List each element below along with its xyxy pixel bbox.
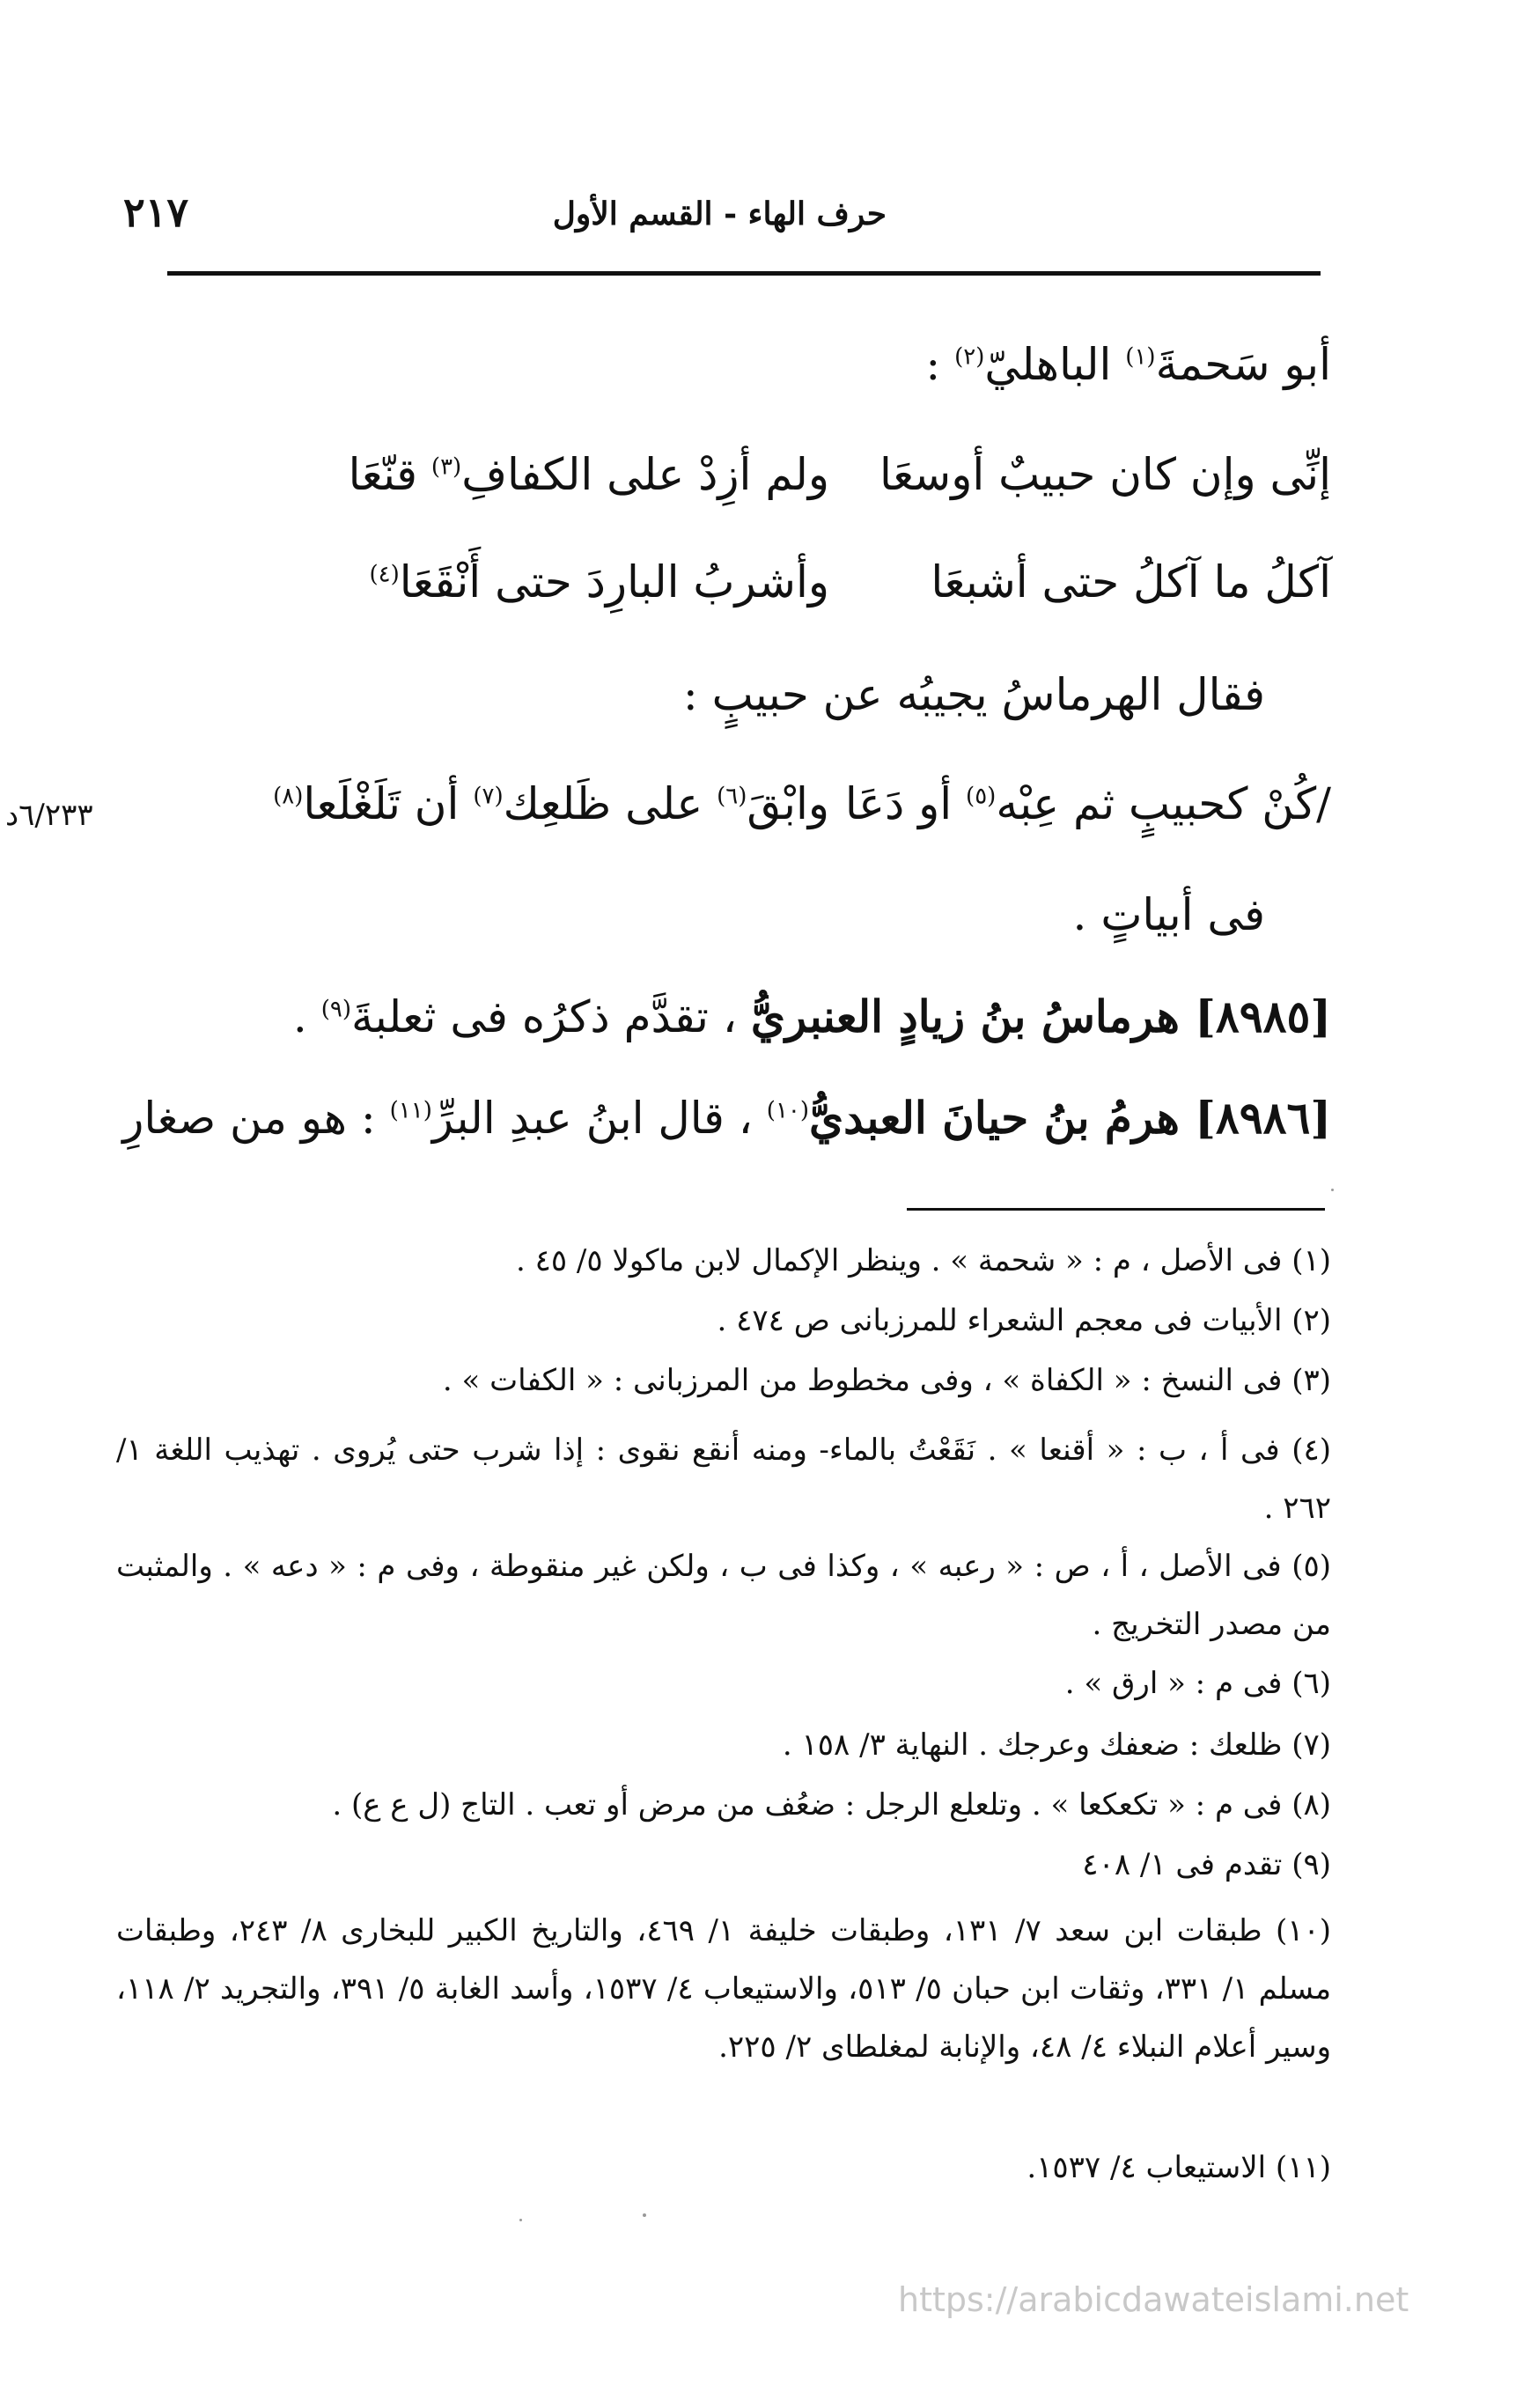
verse-1-second-hemistich: ولم أزِدْ على الكفافِ$^{(٣)}$ قنّعَا bbox=[348, 449, 829, 500]
footnote-ref: (١٠) bbox=[766, 1097, 810, 1124]
footnote-ref: (١) bbox=[1125, 343, 1156, 371]
footnote-10: (١٠) طبقات ابن سعد ٧/ ١٣١، وطبقات خليفة ١/ ٤٦٩، والتاريخ الكبير للبخارى ٨/ ٢٤٣، وطبقات مسلم ١/ ٣٣١، وثقات ابن حبان ٥/ ٥١٣، والاستيعاب ٤/ ١٥٣٧، وأسد الغابة ٥/ ٣٩١، والتجريد ٢/ ١١٨، وسير أعلام النبلاء ٤/ ٤٨، والإنابة لمغلطاى ٢/ ٢٢٥. bbox=[116, 1913, 1332, 2065]
entry-name: هرماسُ بنُ زيادٍ العنبريُّ bbox=[750, 990, 1196, 1042]
website-watermark: https://arabicdawateislami.net bbox=[898, 2280, 1409, 2319]
footnote-ref: (٢) bbox=[954, 343, 985, 371]
verse-3-first-hemistich: /كُنْ كحبيبٍ ثم عِبْه$^{(٥)}$ أو دَعَا bbox=[844, 778, 1331, 829]
entry-intro-line: أبو سَحمةَ$^{(١)}$ الباهليّ$^{(٢)}$ : bbox=[925, 339, 1331, 390]
page-number: ٢١٧ bbox=[123, 188, 189, 236]
footnote-1: (١) فى الأصل ، م : « شحمة » . وينظر الإكمال لابن ماكولا ٥/ ٤٥ . bbox=[515, 1243, 1331, 1278]
header-divider bbox=[167, 271, 1321, 276]
footnote-ref: (٤) bbox=[369, 561, 400, 588]
footnote-ref: (٣) bbox=[430, 453, 462, 481]
verse-2-first-hemistich: آكلُ ما آكلُ حتى أشبعَا bbox=[931, 556, 1331, 608]
footnote-6: (٦) فى م : « ارق » . bbox=[1064, 1666, 1331, 1701]
footnote-7: (٧) ظلعك : ضعفك وعرجك . النهاية ٣/ ١٥٨ . bbox=[782, 1727, 1331, 1763]
entry-8986: [٨٩٨٦] هرمُ بنُ حيانَ العبديُّ$^{(١٠)}$ ، قال ابنُ عبدِ البرِّ$^{(١١)}$ : هو من صغارِ bbox=[122, 1092, 1331, 1144]
footnote-3: (٣) فى النسخ : « الكفاة » ، وفى مخطوط من المرزبانى : « الكفات » . bbox=[442, 1363, 1331, 1398]
manuscript-margin-note: ٦/٢٣٣د bbox=[5, 798, 93, 833]
footnote-ref: (٧) bbox=[473, 783, 504, 810]
scan-speck bbox=[519, 2219, 522, 2221]
footnote-2: (٢) الأبيات فى معجم الشعراء للمرزبانى ص ٤٧٤ . bbox=[717, 1303, 1331, 1338]
footnote-divider bbox=[907, 1208, 1325, 1211]
verse-3-second-hemistich: وابْقَ$^{(٦)}$ على ظَلعِك$^{(٧)}$ أن تَلَغْلَعا$^{(٨)}$ bbox=[273, 778, 829, 829]
entry-number: [٨٩٨٥] bbox=[1195, 990, 1331, 1042]
footnote-8: (٨) فى م : « تكعكعا » . وتلعلع الرجل : ضعُف من مرض أو تعب . التاج (ل ع ع) . bbox=[332, 1787, 1331, 1823]
footnote-4: (٤) فى أ ، ب : « أقنعا » . نَقَعْتُ بالماء- ومنه أنقع نقوى : إذا شرب حتى يُروى . تهذيب اللغة ١/ ٢٦٢ . bbox=[116, 1432, 1331, 1526]
verse-1-first-hemistich: إنِّى وإن كان حبيبٌ أوسعَا bbox=[879, 449, 1331, 500]
footnote-ref: (٥) bbox=[966, 783, 997, 810]
footnote-5: (٥) فى الأصل ، أ ، ص : « رعبه » ، وكذا فى ب ، ولكن غير منقوطة ، وفى م : « دعه » . والمثبت من مصدر التخريج . bbox=[116, 1549, 1331, 1642]
entry-number: [٨٩٨٦] bbox=[1195, 1092, 1331, 1144]
scan-speck bbox=[1331, 1189, 1334, 1191]
reply-line: فقال الهرماسُ يجيبُه عن حبيبٍ : bbox=[682, 669, 1265, 720]
footnote-ref: (٨) bbox=[273, 783, 304, 810]
after-verse-line: فى أبياتٍ . bbox=[1072, 889, 1265, 940]
footnote-ref: (١١) bbox=[389, 1097, 432, 1124]
entry-name: هرمُ بنُ حيانَ العبديُّ bbox=[809, 1092, 1196, 1144]
footnote-ref: (٦) bbox=[717, 783, 747, 810]
entry-8985: [٨٩٨٥] هرماسُ بنُ زيادٍ العنبريُّ ، تقدَّم ذكرُه فى ثعلبةَ$^{(٩)}$ . bbox=[292, 990, 1331, 1042]
verse-2-second-hemistich: وأشربُ البارِدَ حتى أَنْقَعَا$^{(٤)}$ bbox=[369, 556, 829, 608]
footnote-ref: (٩) bbox=[320, 996, 351, 1023]
scan-speck bbox=[643, 2213, 646, 2217]
running-header: حرف الهاء - القسم الأول bbox=[552, 195, 887, 232]
footnote-11: (١١) الاستيعاب ٤/ ١٥٣٧. bbox=[1027, 2150, 1331, 2185]
footnote-9: (٩) تقدم فى ١/ ٤٠٨ bbox=[1082, 1847, 1331, 1882]
